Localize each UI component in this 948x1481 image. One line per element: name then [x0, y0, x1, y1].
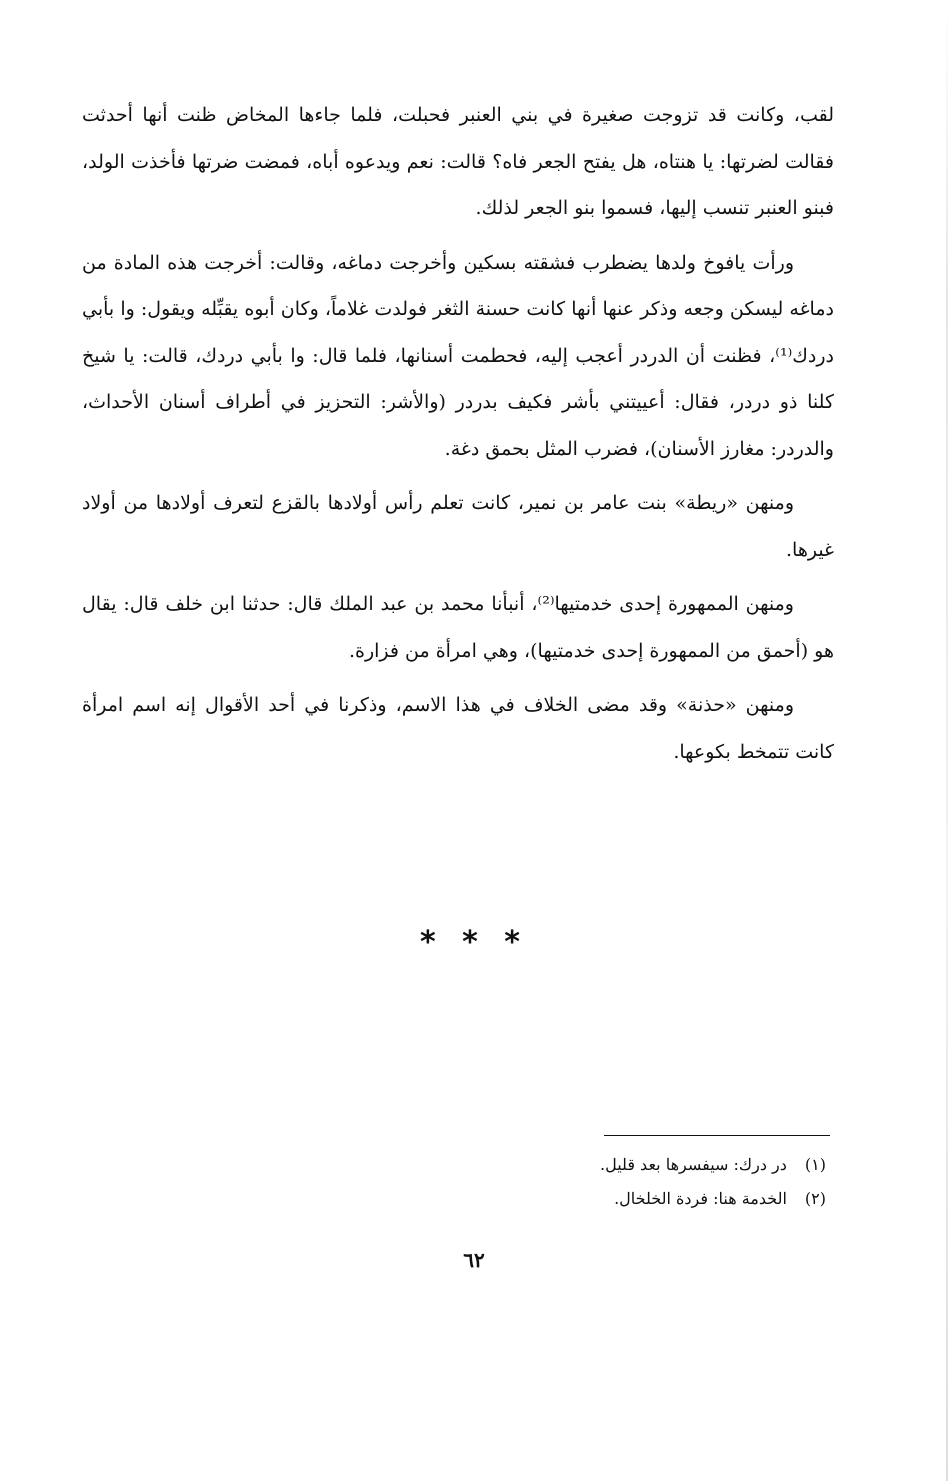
- body-text: [82, 92, 834, 783]
- footnote-text: در درك: سيفسرها بعد قليل.: [599, 1155, 787, 1174]
- footnotes: [326, 1148, 826, 1216]
- page-number: ٦٢: [463, 1248, 485, 1272]
- paragraph-4: ومنهن الممهورة إحدى خدمتيها⁽²⁾، أنبأنا محمد بن عبد الملك قال: حدثنا ابن خلف قال: يقال هو (أحمق من الممهورة إحدى خدمتيها)، وهي امرأة من فزارة.: [82, 593, 834, 662]
- footnote-number: (٢): [804, 1189, 826, 1208]
- section-separator: * * *: [420, 925, 528, 960]
- footnote-1: [326, 1148, 826, 1182]
- paragraph-5: ومنهن «حذنة» وقد مضى الخلاف في هذا الاسم، وذكرنا في أحد الأقوال إنه اسم امرأة كانت تتمخط بكوعها.: [82, 694, 834, 763]
- paragraph-3: ومنهن «ريطة» بنت عامر بن نمير، كانت تعلم رأس أولادها بالقزع لتعرف أولادها من أولاد غيرها.: [82, 492, 834, 561]
- footnote-text: الخدمة هنا: فردة الخلخال.: [614, 1189, 787, 1208]
- footnote-number: (١): [804, 1155, 826, 1174]
- paragraph-1: لقب، وكانت قد تزوجت صغيرة في بني العنبر فحبلت، فلما جاءها المخاض ظنت أنها أحدثت فقالت لضرتها: يا هنتاه، هل يفتح الجعر فاه؟ قالت: نعم ويدعوه أباه، فمضت ضرتها فأخذت الولد، فبنو العنبر تنسب إليها، فسموا بنو الجعر لذلك.: [82, 104, 834, 219]
- paragraph-2: ورأت يافوخ ولدها يضطرب فشقته بسكين وأخرجت دماغه، وقالت: أخرجت هذه المادة من دماغه ليسكن وجعه وذكر عنها أنها كانت حسنة الثغر فولدت غلاماً، وكان أبوه يقبِّله ويقول: وا بأبي دردك⁽¹⁾، فظنت أن الدردر أعجب إليه، فحطمت أسنانها، فلما قال: وا بأبي دردك، قالت: يا شيخ كلنا ذو دردر، فقال: أعييتني بأشر فكيف بدردر (والأشر: التحزيز في أطراف أسنان الأحداث، والدردر: مغارز الأسنان)، فضرب المثل بحمق دغة.: [82, 251, 834, 460]
- footnote-divider: [604, 1135, 830, 1136]
- footnote-2: [326, 1182, 826, 1216]
